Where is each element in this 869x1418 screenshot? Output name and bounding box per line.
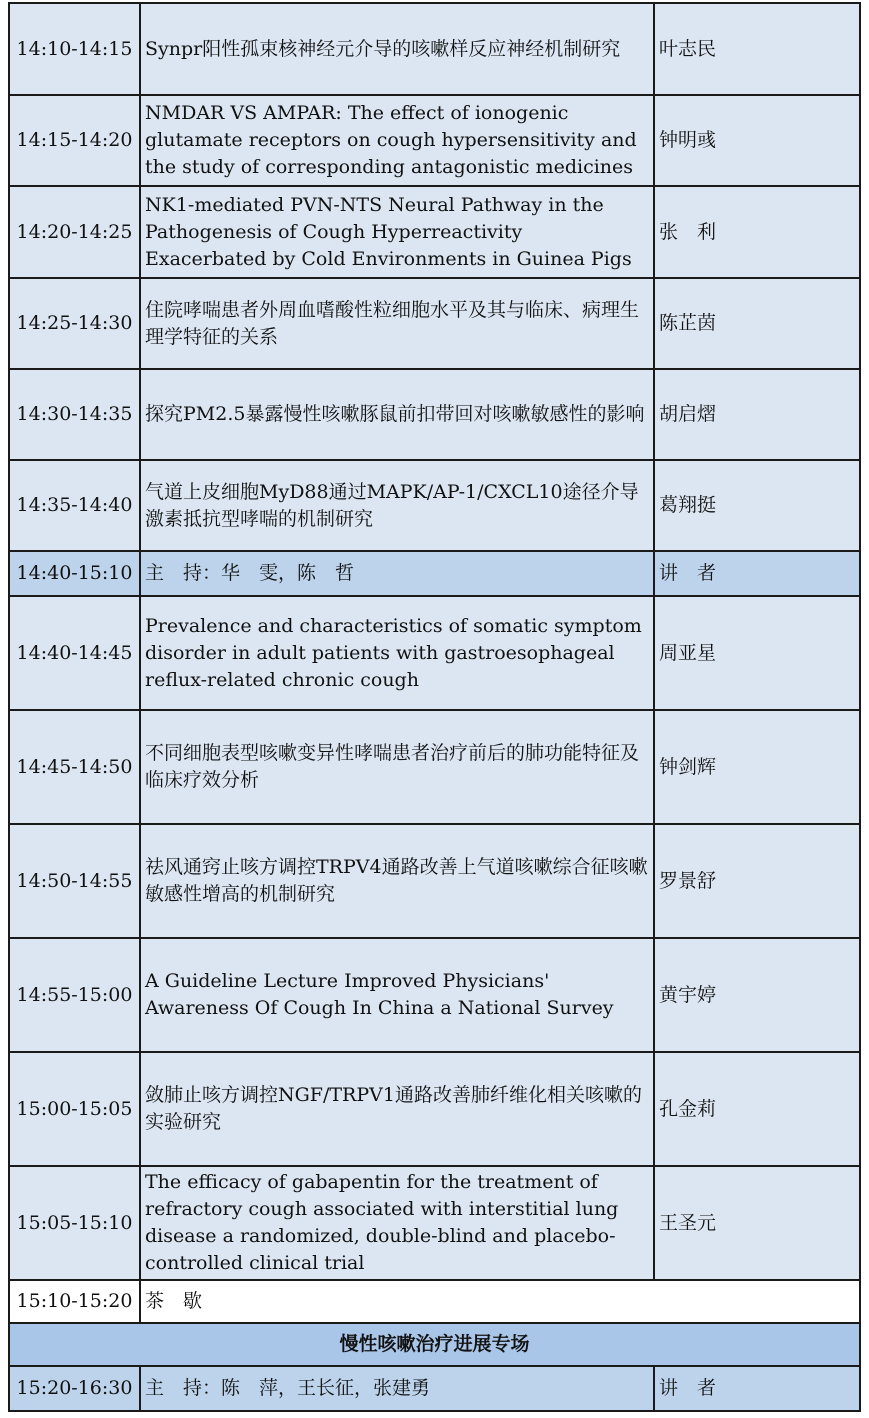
time-cell: 14:30-14:35 — [9, 369, 140, 460]
time-cell: 14:50-14:55 — [9, 824, 140, 938]
time-cell: 14:45-14:50 — [9, 710, 140, 824]
talk-title: Synpr阳性孤束核神经元介导的咳嗽样反应神经机制研究 — [140, 3, 654, 95]
time-cell: 15:20-16:30 — [9, 1366, 140, 1411]
table-row — [9, 3, 860, 95]
speaker-name: 张 利 — [654, 186, 860, 278]
chair-names: 主 持：华 雯，陈 哲 — [140, 551, 654, 596]
talk-title: 敛肺止咳方调控NGF/TRPV1通路改善肺纤维化相关咳嗽的实验研究 — [140, 1052, 654, 1166]
table-row — [9, 824, 860, 938]
speaker-name: 孔金莉 — [654, 1052, 860, 1166]
chair-row — [9, 1366, 860, 1411]
speaker-name: 胡启熠 — [654, 369, 860, 460]
speaker-name: 钟明彧 — [654, 95, 860, 186]
speaker-name: 钟剑辉 — [654, 710, 860, 824]
time-cell: 14:20-14:25 — [9, 186, 140, 278]
time-cell: 15:00-15:05 — [9, 1052, 140, 1166]
table-row — [9, 1052, 860, 1166]
time-cell: 14:15-14:20 — [9, 95, 140, 186]
speaker-name: 叶志民 — [654, 3, 860, 95]
table-row — [9, 369, 860, 460]
speaker-column-header: 讲 者 — [654, 1366, 860, 1411]
talk-title: 祛风通窍止咳方调控TRPV4通路改善上气道咳嗽综合征咳嗽敏感性增高的机制研究 — [140, 824, 654, 938]
speaker-name: 周亚星 — [654, 596, 860, 710]
speaker-name: 葛翔挺 — [654, 460, 860, 551]
break-row — [9, 1280, 860, 1323]
time-cell: 14:55-15:00 — [9, 938, 140, 1052]
break-label: 茶 歇 — [140, 1280, 860, 1323]
table-row — [9, 710, 860, 824]
section-header-row — [9, 1323, 860, 1366]
schedule-table — [8, 2, 861, 1412]
talk-title: 气道上皮细胞MyD88通过MAPK/AP-1/CXCL10途径介导激素抵抗型哮喘的机制研究 — [140, 460, 654, 551]
speaker-name: 王圣元 — [654, 1166, 860, 1280]
time-cell: 14:40-15:10 — [9, 551, 140, 596]
table-row — [9, 938, 860, 1052]
table-row — [9, 1166, 860, 1280]
talk-title: 探究PM2.5暴露慢性咳嗽豚鼠前扣带回对咳嗽敏感性的影响 — [140, 369, 654, 460]
section-title: 慢性咳嗽治疗进展专场 — [9, 1323, 860, 1366]
talk-title: NK1-mediated PVN-NTS Neural Pathway in the Pathogenesis of Cough Hyperreactivity Exacerbated by Cold Environments in Guinea Pigs — [140, 186, 654, 278]
table-row — [9, 278, 860, 369]
time-cell: 14:25-14:30 — [9, 278, 140, 369]
speaker-column-header: 讲 者 — [654, 551, 860, 596]
talk-title: A Guideline Lecture Improved Physicians' Awareness Of Cough In China a National Survey — [140, 938, 654, 1052]
speaker-name: 罗景舒 — [654, 824, 860, 938]
chair-names: 主 持：陈 萍，王长征，张建勇 — [140, 1366, 654, 1411]
talk-title: The efficacy of gabapentin for the treatment of refractory cough associated with interstitial lung disease a randomized, double-blind and placebo-controlled clinical trial — [140, 1166, 654, 1280]
speaker-name: 陈芷茵 — [654, 278, 860, 369]
time-cell: 15:10-15:20 — [9, 1280, 140, 1323]
chair-row — [9, 551, 860, 596]
table-row — [9, 186, 860, 278]
table-row — [9, 95, 860, 186]
talk-title: 不同细胞表型咳嗽变异性哮喘患者治疗前后的肺功能特征及临床疗效分析 — [140, 710, 654, 824]
time-cell: 15:05-15:10 — [9, 1166, 140, 1280]
talk-title: Prevalence and characteristics of somatic symptom disorder in adult patients with gastroesophageal reflux-related chronic cough — [140, 596, 654, 710]
table-row — [9, 460, 860, 551]
time-cell: 14:40-14:45 — [9, 596, 140, 710]
table-row — [9, 596, 860, 710]
time-cell: 14:10-14:15 — [9, 3, 140, 95]
talk-title: NMDAR VS AMPAR: The effect of ionogenic glutamate receptors on cough hypersensitivity and the study of corresponding antagonistic medicines — [140, 95, 654, 186]
talk-title: 住院哮喘患者外周血嗜酸性粒细胞水平及其与临床、病理生理学特征的关系 — [140, 278, 654, 369]
speaker-name: 黄宇婷 — [654, 938, 860, 1052]
time-cell: 14:35-14:40 — [9, 460, 140, 551]
